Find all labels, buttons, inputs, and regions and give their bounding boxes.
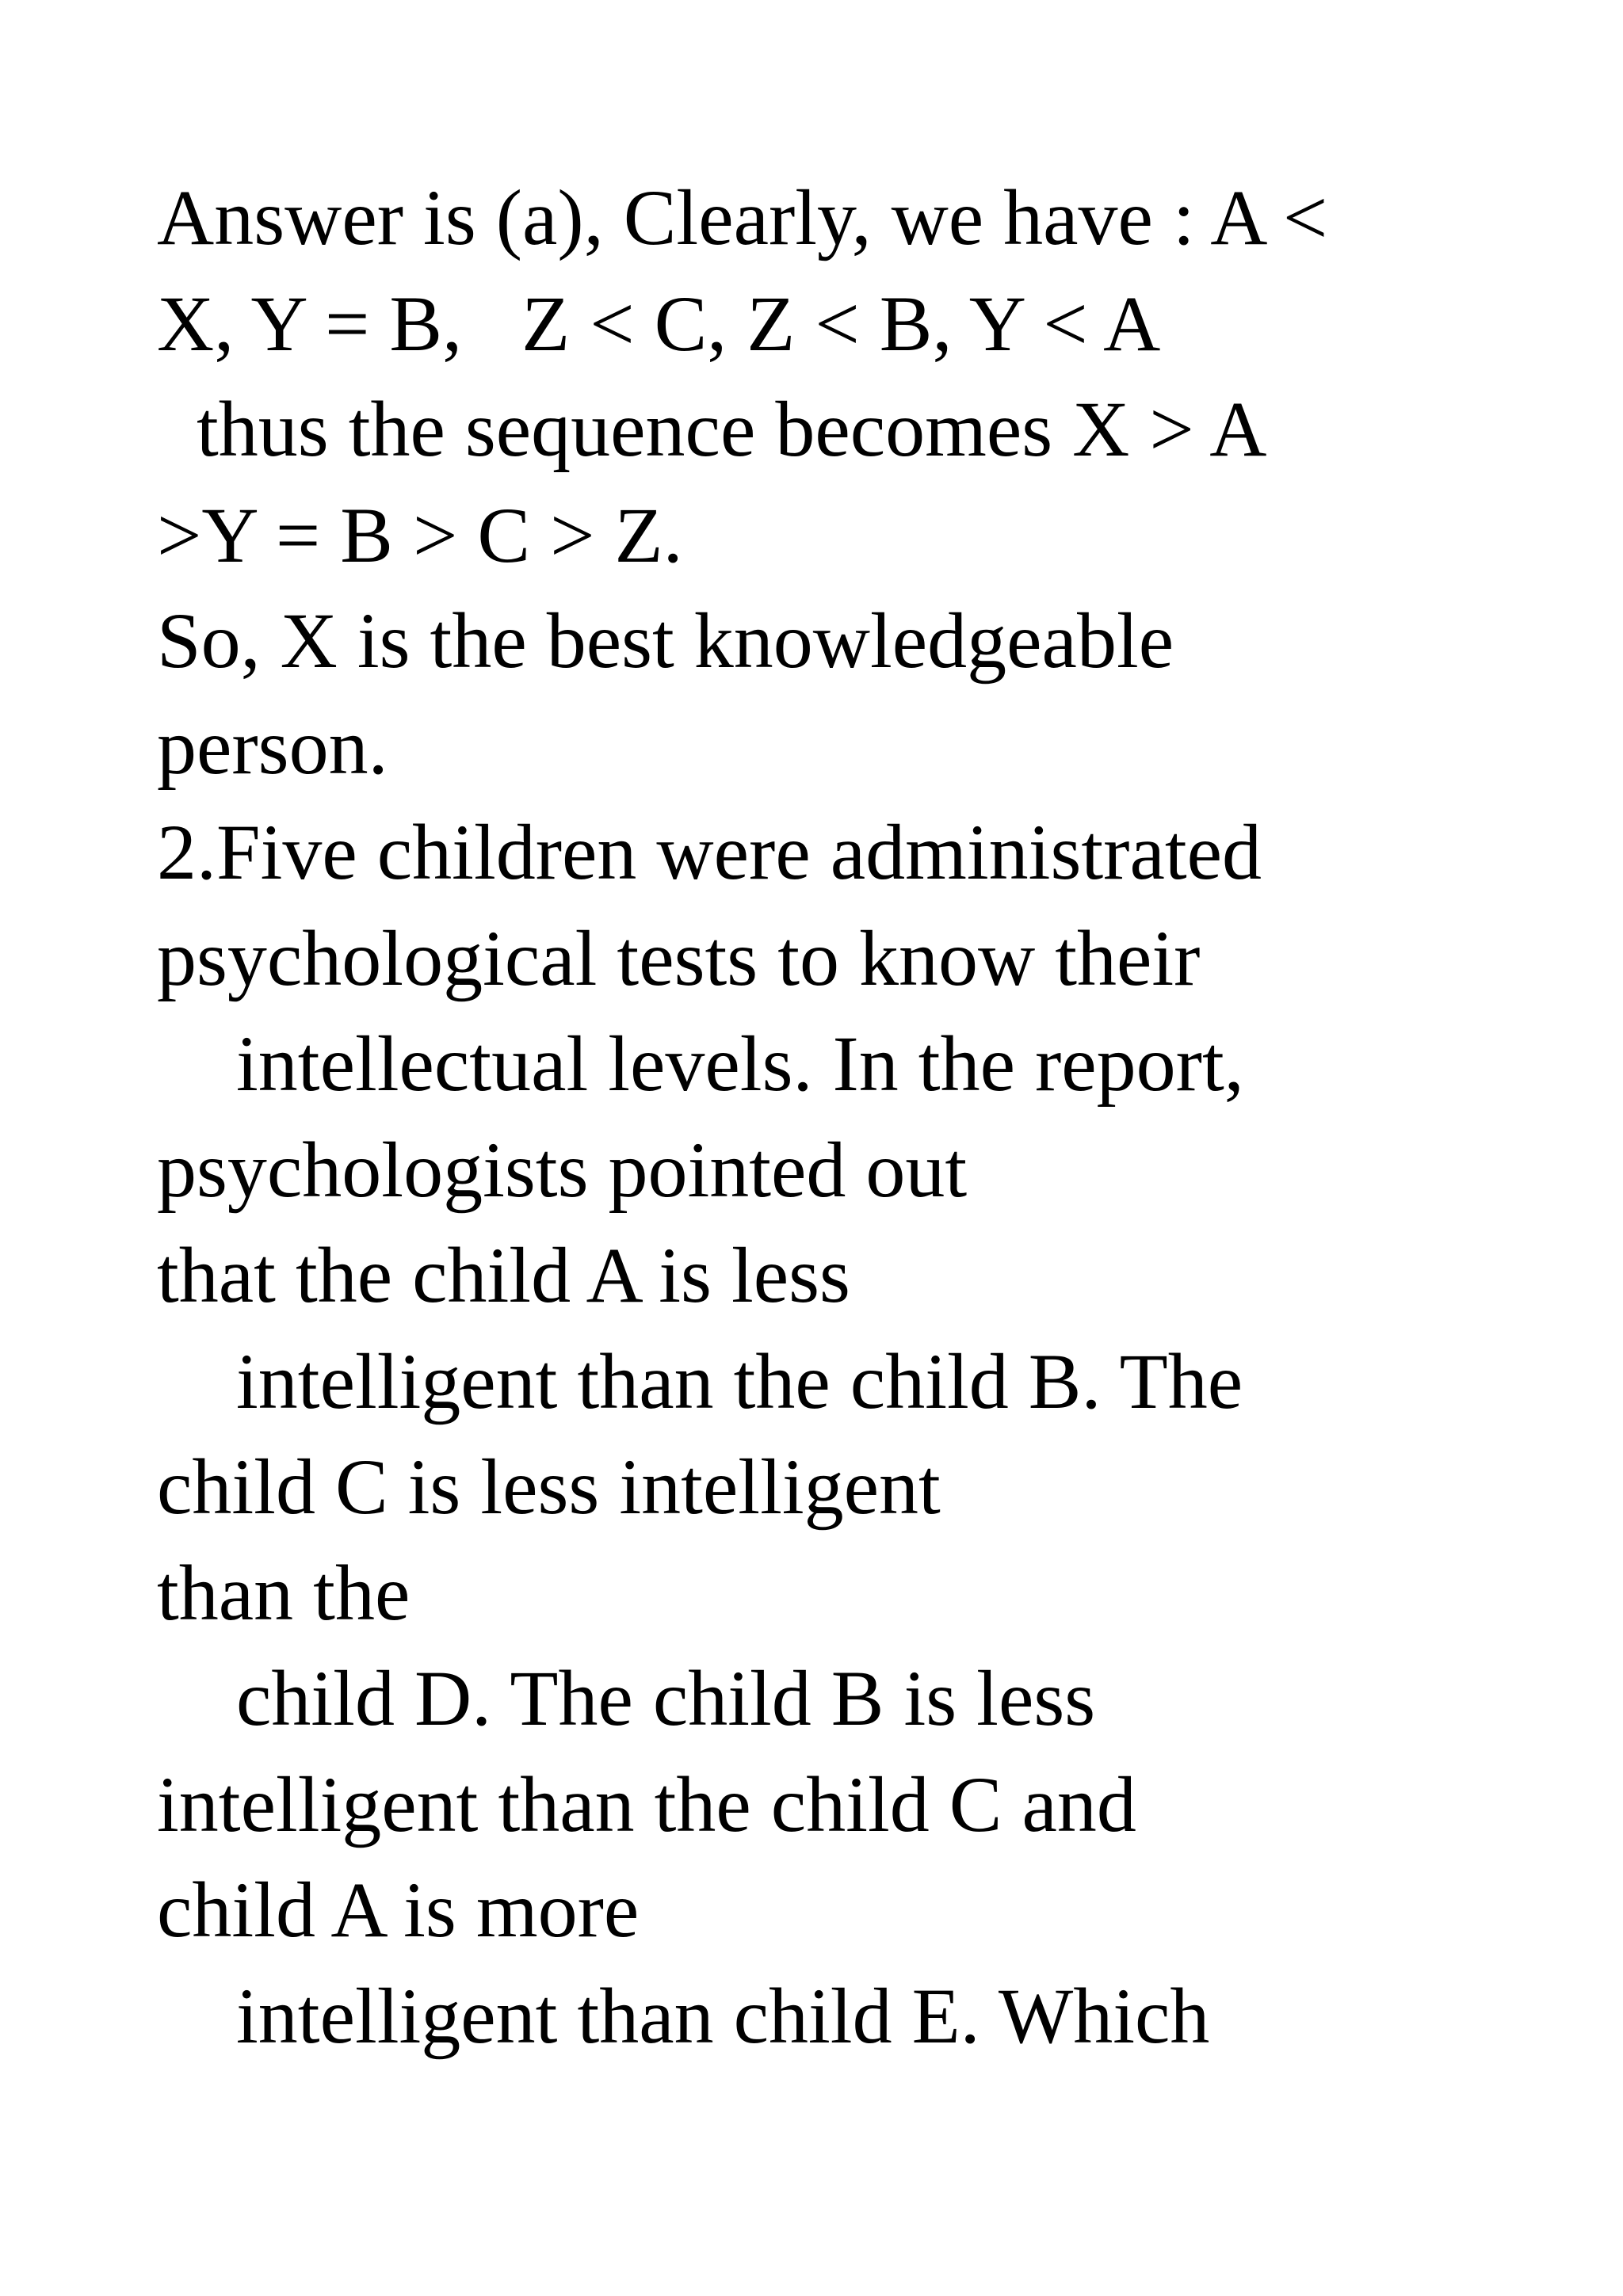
text-line-15: child D. The child B is less [157,1654,1096,1742]
text-line-9: intellectual levels. In the report, [157,1020,1244,1108]
text-line-2: X, Y = B, Z < C, Z < B, Y < A [157,279,1161,368]
document-text [157,165,1583,2069]
text-line-17: child A is more [157,1866,640,1954]
text-line-14: than the [157,1548,411,1637]
text-line-5: So, X is the best knowledgeable [157,597,1174,685]
text-line-8: psychological tests to know their [157,913,1201,1002]
text-line-11: that the child A is less [157,1231,850,1319]
text-line-10: psychologists pointed out [157,1125,968,1214]
text-line-6: person. [157,702,388,791]
text-line-18: intelligent than child E. Which [157,1971,1210,2060]
text-line-4: >Y = B > C > Z. [157,490,683,579]
text-line-12: intelligent than the child B. The [157,1337,1243,1425]
text-line-1: Answer is (a), Clearly, we have : A < [157,174,1328,261]
text-line-7: 2.Five children were administrated [157,808,1262,896]
text-line-3: thus the sequence becomes X > A [157,385,1267,473]
text-line-13: child C is less intelligent [157,1443,941,1531]
text-line-16: intelligent than the child C and [157,1760,1136,1848]
